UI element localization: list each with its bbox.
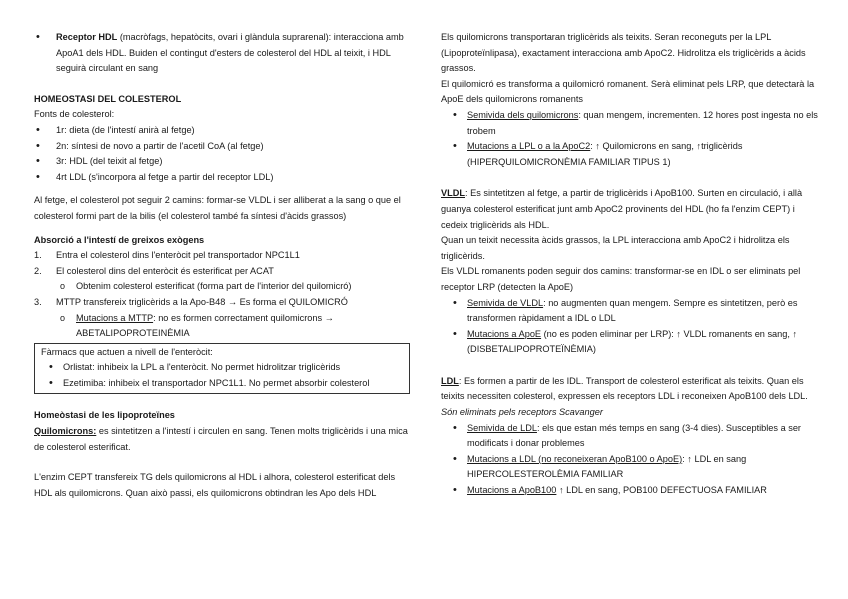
- right-column: [441, 30, 823, 499]
- vldl-lpl-paragraph: Quan un teixit necessita àcids grassos, la LPL interacciona amb ApoC2 i hidrolitza els triglicèrids.: [441, 235, 790, 261]
- vldl-romanents-paragraph: Els VLDL romanents poden seguir dos camins: transformar-se en IDL o ser eliminats pel receptor LRP (detecten la ApoE): [441, 266, 801, 292]
- left-column: [34, 30, 410, 501]
- quilo-bullets: [441, 108, 823, 170]
- bullet-term: Mutacions a LDL (no reconeixeran ApoB100 o ApoE): [467, 453, 683, 464]
- cept-paragraph: L'enzim CEPT transfereix TG dels quilomicrons al HDL i alhora, colesterol esterificat dels HDL als quilomicrons. Quan això passi, els quilomicrons obtindran les Apo dels HDL: [34, 472, 396, 498]
- quilo-romanent-paragraph: El quilomicró es transforma a quilomicró romanent. Serà eliminat pels LRP, que detectarà la ApoE dels quilomicrons romanents: [441, 78, 815, 105]
- bullet-text: : ↑ LDL en sang HIPERCOLESTEROLÈMIA FAMILIAR: [467, 453, 747, 480]
- bullet-text: ↑ LDL en sang, POB100 DEFECTUOSA FAMILIAR: [556, 485, 767, 496]
- step-item: [34, 264, 410, 280]
- list-item: [441, 139, 823, 170]
- vldl-paragraph: [441, 186, 823, 233]
- ldl-text: : Es formen a partir de les IDL. Transport de colesterol esterificat als teixits. Quan els teixits necessiten colesterol, expressen els receptors LDL i reconeixen ApoB100 dels LDL.: [441, 375, 808, 402]
- step-item: [34, 248, 410, 264]
- list-item: • Orlistat: inhibeix la LPL a l'enteròcit. No permet hidrolitzar triglicèrids: [41, 360, 403, 376]
- step-number: 2.: [34, 265, 42, 276]
- bullet-term: Semivida de LDL: [467, 422, 537, 433]
- list-item: [441, 108, 823, 139]
- fonts-list: [34, 123, 410, 185]
- quilomicrons-paragraph: [34, 424, 410, 455]
- bullet-term: Mutacions a ApoB100: [467, 485, 557, 496]
- lipo-heading: Homeòstasi de les lipoproteïnes: [34, 410, 175, 421]
- list-item: [441, 296, 823, 327]
- fetge-paragraph: Al fetge, el colesterol pot seguir 2 camins: formar-se VLDL i ser alliberat a la sang o que el colesterol formi part de la bilis (el colesterol també fa síntesi d'àcids grassos): [34, 195, 401, 221]
- ldl-scavanger-note: Són eliminats pels receptors Scavanger: [441, 407, 603, 418]
- step-item: [34, 295, 410, 311]
- quilomicrons-term: Quilomicrons:: [34, 426, 97, 437]
- bullet-text: (no es poden eliminar per LRP): ↑ VLDL romanents en sang, ↑ (DISBETALIPOPROTEÏNÈMIA): [467, 328, 798, 355]
- bullet-text: : quan mengem, incrementen. 12 hores post ingesta no els trobem: [467, 109, 818, 136]
- step-number: 3.: [34, 296, 42, 307]
- bullet-term: Mutacions a ApoE: [467, 328, 542, 339]
- receptor-hdl-item: [34, 30, 410, 77]
- step-sub-item: o Obtenim colesterol esterificat (forma part de l'interior del quilomicró): [34, 279, 410, 295]
- step-text: MTTP transfereix triglicèrids a la Apo-B48 → Es forma el QUILOMICRÓ: [56, 296, 348, 307]
- list-item: • 1r: dieta (de l'intestí anirà al fetge): [34, 123, 410, 139]
- ldl-term: LDL: [441, 375, 459, 386]
- list-item: • 3r: HDL (del teixit al fetge): [34, 154, 410, 170]
- farmacs-list: [41, 360, 403, 391]
- bullet-text: : els que estan més temps en sang (3-4 dies). Susceptibles a ser modificats i donar problemes: [467, 422, 801, 449]
- mttp-text: : no es formen correctament quilomicrons → ABETALIPOPROTEINÈMIA: [76, 312, 334, 339]
- receptor-hdl-text: (macròfags, hepatòcits, ovari i glàndula suprarenal): interacciona amb ApoA1 dels HDL. Buiden el contingut d'esters de colesterol del HDL al teixit, i HDL seguirà circulant en sang: [56, 32, 404, 74]
- step-number: 1.: [34, 250, 42, 261]
- step-text: El colesterol dins del enteròcit és esterificat per ACAT: [56, 265, 274, 276]
- bullet-term: Semivida dels quilomicrons: [467, 109, 579, 120]
- absorcio-steps: [34, 248, 410, 342]
- fonts-label: Fonts de colesterol:: [34, 109, 115, 120]
- list-item: [441, 421, 823, 452]
- step-sub-item: [34, 311, 410, 342]
- list-item: • 2n: síntesi de novo a partir de l'acetil CoA (al fetge): [34, 139, 410, 155]
- ldl-bullets: [441, 421, 823, 499]
- list-item: • Ezetimiba: inhibeix el transportador NPC1L1. No permet absorbir colesterol: [41, 376, 403, 392]
- list-item: [441, 483, 823, 499]
- bullet-text: : no augmenten quan mengem. Sempre es sintetitzen, però es transformen ràpidament a IDL o LDL: [467, 297, 798, 324]
- receptor-hdl-term: Receptor HDL: [56, 32, 118, 42]
- list-item: [441, 452, 823, 483]
- quilo-transport-paragraph: Els quilomicrons transportaran triglicèrids als teixits. Seran reconeguts per la LPL (Lipoproteïnlipasa), exactament interacciona amb ApoC2. Hidrolitza els triglicèrids a àcids grassos.: [441, 32, 806, 74]
- bullet-term: Semivida de VLDL: [467, 297, 544, 308]
- vldl-term: VLDL: [441, 188, 465, 199]
- farmacs-title: Fàrmacs que actuen a nivell de l'enteròcit:: [41, 346, 213, 357]
- ldl-paragraph: [441, 374, 823, 405]
- vldl-bullets: [441, 296, 823, 358]
- quilomicrons-text: es sintetitzen a l'intestí i circulen en sang. Tenen molts triglicèrids i una mica de colesterol esterificat.: [34, 426, 408, 452]
- receptor-list: [34, 30, 410, 77]
- step-text: Entra el colesterol dins l'enteròcit pel transportador NPC1L1: [56, 250, 300, 261]
- bullet-text: : ↑ Quilomicrons en sang, ↑triglicèrids (HIPERQUILOMICRONÈMIA FAMILIAR TIPUS 1): [467, 141, 743, 167]
- vldl-text: : Es sintetitzen al fetge, a partir de triglicèrids i ApoB100. Surten en circulació, i allà guanya colesterol esterificat junt amb ApoC2 provinents del HDL (ho fa l'enzim CEPT) i cedeix triglicèrids als HDL.: [441, 188, 803, 230]
- homeostasi-heading: HOMEOSTASI DEL COLESTEROL: [34, 93, 182, 104]
- bullet-term: Mutacions a LPL o a la ApoC2: [467, 141, 591, 152]
- list-item: • 4rt LDL (s'incorpora al fetge a partir del receptor LDL): [34, 170, 410, 186]
- list-item: [441, 327, 823, 358]
- absorcio-heading: Absorció a l'intestí de greixos exògens: [34, 234, 205, 245]
- farmacs-box: [34, 343, 410, 395]
- mttp-term: Mutacions a MTTP: [76, 312, 154, 323]
